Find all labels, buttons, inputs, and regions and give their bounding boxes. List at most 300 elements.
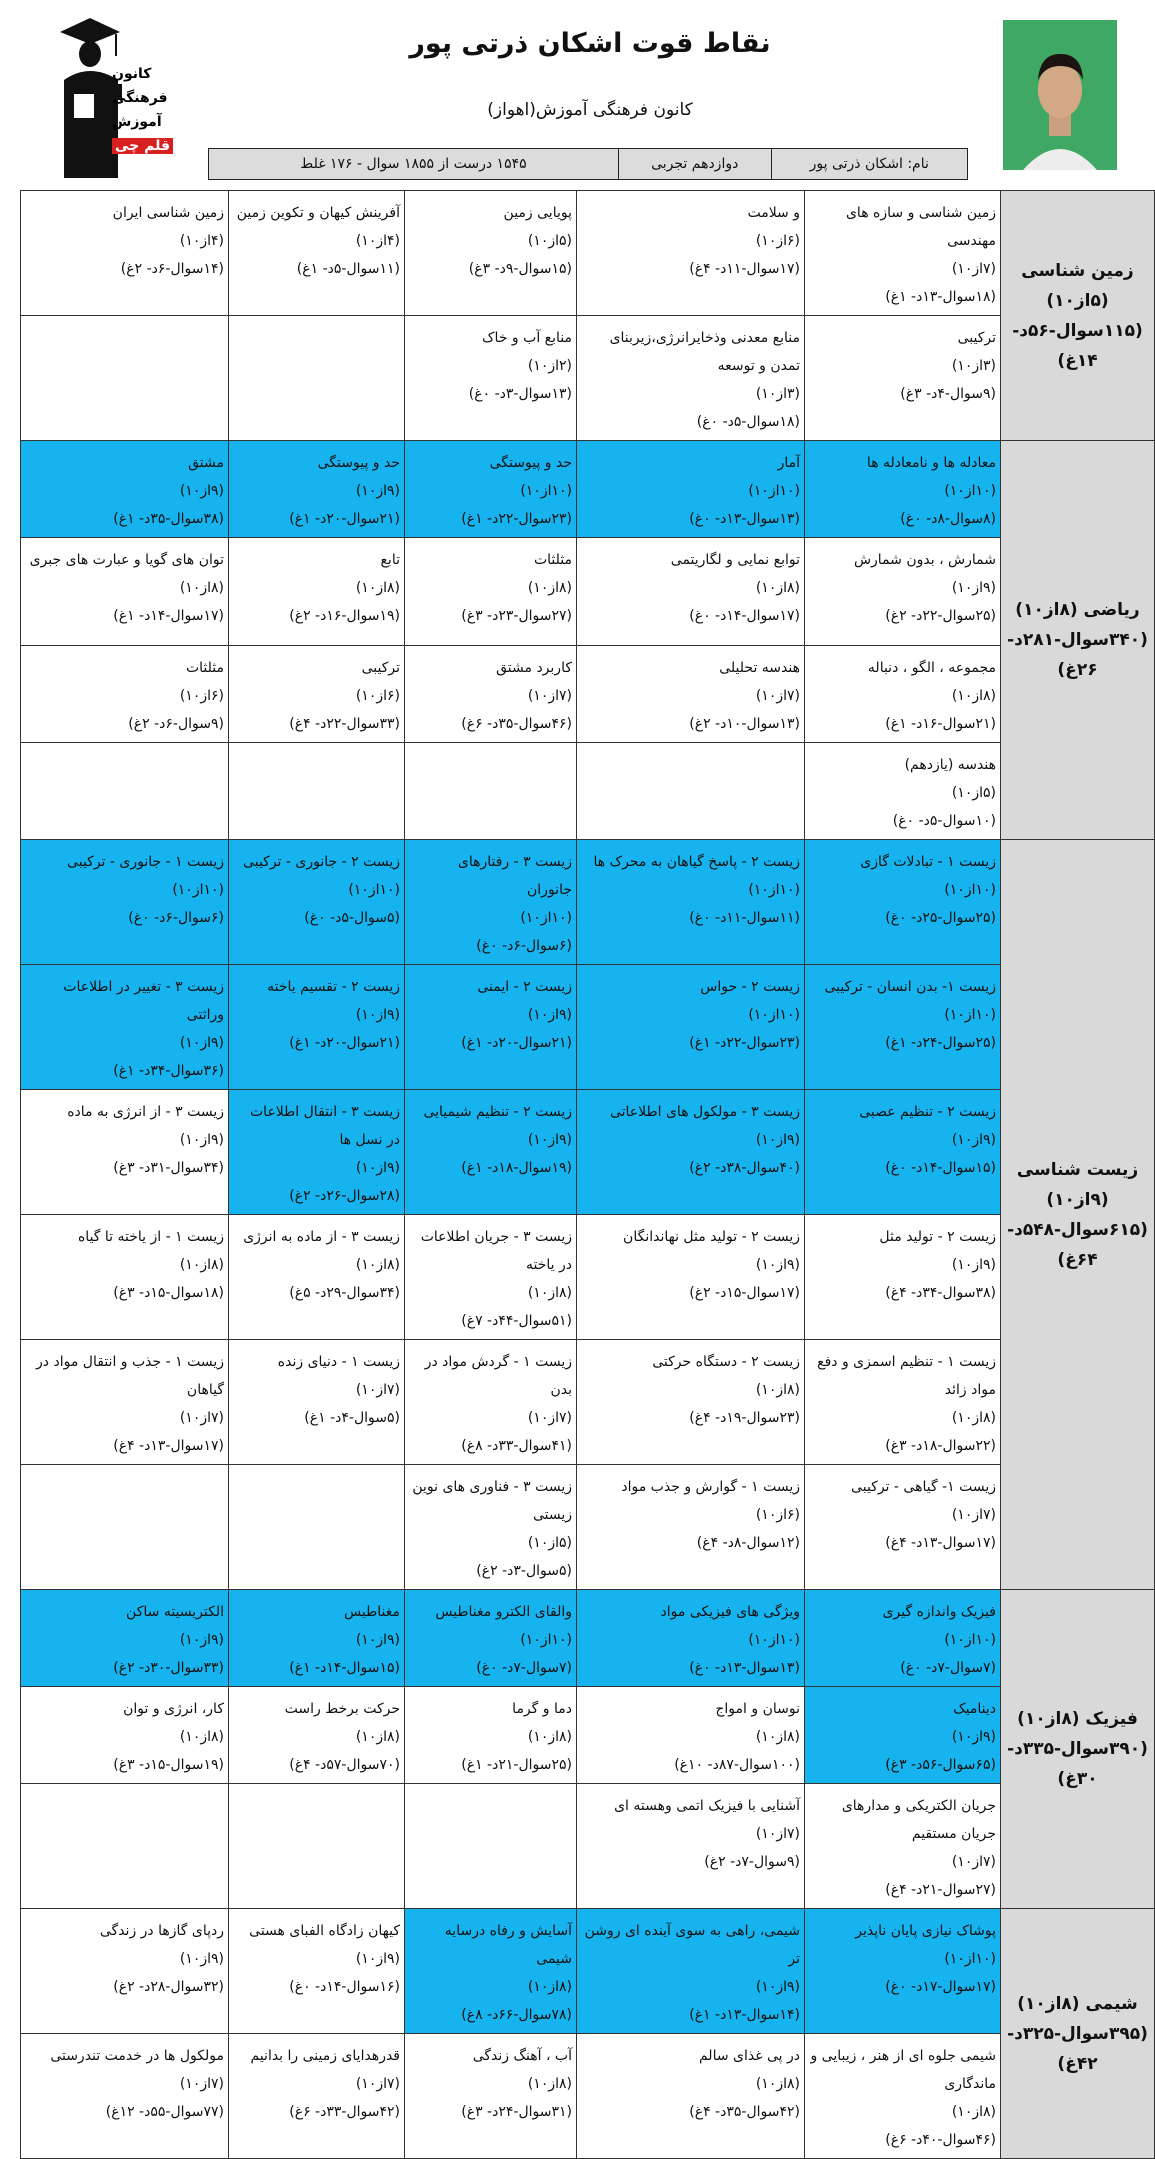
topic-stats: (۳۳سوال-۳۰د- ۲غ) (113, 1660, 224, 1676)
topic-stats: (۳۶سوال-۳۴د- ۱غ) (113, 1063, 224, 1079)
topic-name: پویایی زمین (503, 205, 572, 221)
topic-score: (۷از۱۰) (355, 1382, 400, 1398)
topic-stats: (۴۶سوال-۳۵د- ۶غ) (461, 716, 572, 732)
topic-score: (۹از۱۰) (527, 1132, 572, 1148)
topic-score: (۹از۱۰) (355, 1632, 400, 1648)
topic-name: مولکول ها در خدمت تندرستی (50, 2048, 224, 2064)
topic-entry (577, 1687, 804, 1783)
topic-entry (805, 316, 1000, 412)
topic-score: (۶از۱۰) (755, 233, 800, 249)
topic-entry (405, 1909, 576, 2033)
topic-cell (21, 538, 229, 646)
topic-cell (21, 441, 229, 538)
topic-name: ردپای گازها در زندگی (99, 1923, 224, 1939)
topic-score: (۹از۱۰) (951, 1132, 996, 1148)
topic-score: (۸از۱۰) (355, 580, 400, 596)
topic-score: (۱۰از۱۰) (944, 1007, 996, 1023)
topic-entry (805, 2034, 1000, 2158)
topic-cell (805, 2034, 1001, 2159)
topic-name: آمار (777, 455, 800, 471)
topic-stats: (۱۷سوال-۱۳د- ۴غ) (113, 1438, 224, 1454)
topic-name: کیهان زادگاه الفبای هستی (249, 1923, 400, 1939)
topic-score: (۸از۱۰) (951, 688, 996, 704)
logo (56, 10, 170, 180)
table-row (21, 1784, 1155, 1909)
topic-entry (229, 191, 404, 287)
topic-stats: (۹سوال-۶د- ۲غ) (128, 716, 224, 732)
topic-cell (21, 1909, 229, 2034)
topic-score: (۸از۱۰) (527, 1979, 572, 1995)
topic-entry (805, 1590, 1000, 1686)
topic-name: زیست ۲ - پاسخ گیاهان به محرک ها (593, 854, 800, 870)
topic-name: کار، انرژی و توان (123, 1701, 224, 1717)
topic-cell (805, 1090, 1001, 1215)
topic-stats: (۱۰۰سوال-۸۷د- ۱۰غ) (674, 1757, 800, 1773)
topic-score: (۸از۱۰) (527, 2076, 572, 2092)
topic-stats: (۱۴سوال-۱۳د- ۱غ) (689, 2007, 800, 2023)
student-info-bar (208, 148, 968, 180)
topic-cell (405, 1465, 577, 1590)
topic-score: (۳از۱۰) (951, 358, 996, 374)
topic-name: ویژگی های فیزیکی مواد (660, 1604, 800, 1620)
subject-cell: زمین شناسی (۵از۱۰) (۱۱۵سوال-۵۶د- ۱۴غ) (1001, 191, 1155, 441)
topic-stats: (۷سوال-۷د- ۰غ) (476, 1660, 572, 1676)
topic-name: زیست ۲ - تنظیم عصبی (859, 1104, 996, 1120)
topic-name: زیست ۱- بدن انسان - ترکیبی (824, 979, 996, 995)
topic-stats: (۴۰سوال-۳۸د- ۲غ) (689, 1160, 800, 1176)
topic-entry (805, 1465, 1000, 1561)
topic-stats: (۲۸سوال-۲۶د- ۲غ) (289, 1188, 400, 1204)
topic-name: فیزیک واندازه گیری (882, 1604, 996, 1620)
topic-score: (۶از۱۰) (355, 688, 400, 704)
topic-cell (229, 538, 405, 646)
topic-entry (229, 1590, 404, 1686)
table-row (21, 1909, 1155, 2034)
topic-score: (۳از۱۰) (755, 386, 800, 402)
topic-cell (405, 1909, 577, 2034)
topic-score: (۵از۱۰) (527, 233, 572, 249)
topic-score: (۱۰از۱۰) (172, 882, 224, 898)
topic-score: (۷از۱۰) (755, 688, 800, 704)
topic-stats: (۴۶سوال-۴۰د- ۶غ) (885, 2132, 996, 2148)
topic-name: هندسه (یازدهم) (904, 757, 996, 773)
topic-cell (229, 1590, 405, 1687)
topic-stats: (۷سوال-۷د- ۰غ) (900, 1660, 996, 1676)
topic-name: زیست ۱ - تبادلات گازی (860, 854, 996, 870)
table-row (21, 965, 1155, 1090)
topic-stats: (۷۰سوال-۵۷د- ۴غ) (289, 1757, 400, 1773)
topic-name: زیست ۳ - از انرژی به ماده (67, 1104, 224, 1120)
topic-entry (805, 538, 1000, 634)
topic-score: (۴از۱۰) (355, 233, 400, 249)
table-row (21, 191, 1155, 316)
topic-entry (577, 1465, 804, 1561)
topic-cell (229, 965, 405, 1090)
topic-name: زیست ۱ - گوارش و جذب مواد (621, 1479, 800, 1495)
topic-entry (405, 441, 576, 537)
topic-cell (405, 840, 577, 965)
subject-cell: شیمی (۸از۱۰) (۳۹۵سوال-۳۲۵د- ۴۲غ) (1001, 1909, 1155, 2159)
topic-cell (21, 1340, 229, 1465)
topic-cell (805, 191, 1001, 316)
topic-name: ترکیبی (361, 660, 400, 676)
topic-name: حد و پیوستگی (489, 455, 572, 471)
topic-stats: (۳۱سوال-۲۴د- ۳غ) (461, 2104, 572, 2120)
topic-entry (577, 1215, 804, 1311)
topic-entry (405, 1090, 576, 1186)
topic-stats: (۲۲سوال-۱۸د- ۳غ) (885, 1438, 996, 1454)
topic-cell (21, 743, 229, 840)
topic-score: (۹از۱۰) (951, 1257, 996, 1273)
topic-score: (۹از۱۰) (755, 1132, 800, 1148)
topic-entry (805, 646, 1000, 742)
topic-score: (۵از۱۰) (527, 1535, 572, 1551)
topic-score: (۹از۱۰) (179, 1132, 224, 1148)
topic-cell (577, 965, 805, 1090)
table-row (21, 840, 1155, 965)
topic-cell (21, 1687, 229, 1784)
topic-entry (21, 1340, 228, 1464)
topic-stats: (۱۷سوال-۱۴د- ۱غ) (113, 608, 224, 624)
topic-name: زیست ۱- گیاهی - ترکیبی (851, 1479, 996, 1495)
topic-name: آفرینش کیهان و تکوین زمین (236, 205, 400, 221)
topic-score: (۸از۱۰) (951, 1410, 996, 1426)
topic-score: (۱۰از۱۰) (944, 483, 996, 499)
topic-score: (۸از۱۰) (755, 1729, 800, 1745)
topic-cell (805, 840, 1001, 965)
topic-name: زیست ۱ - جذب و انتقال مواد در گیاهان (36, 1354, 224, 1398)
topic-score: (۹از۱۰) (355, 1007, 400, 1023)
topic-score: (۱۰از۱۰) (348, 882, 400, 898)
topic-name: مجموعه ، الگو ، دنباله (867, 660, 996, 676)
logo-line-4: قلم چی (112, 138, 173, 154)
topic-stats: (۶سوال-۶د- ۰غ) (128, 910, 224, 926)
topic-score: (۱۰از۱۰) (748, 882, 800, 898)
topic-stats: (۳۲سوال-۲۸د- ۲غ) (113, 1979, 224, 1995)
student-grade: دوازدهم تجربی (618, 149, 771, 179)
topic-name: در پی غذای سالم (698, 2048, 800, 2064)
topic-stats: (۱۹سوال-۱۵د- ۳غ) (113, 1757, 224, 1773)
topic-entry (229, 1909, 404, 2005)
subject-cell: زیست شناسی (۹از۱۰) (۶۱۵سوال-۵۴۸د- ۶۴غ) (1001, 840, 1155, 1590)
topic-stats: (۲۳سوال-۱۹د- ۴غ) (689, 1410, 800, 1426)
student-portrait-icon (1003, 20, 1117, 170)
subject-cell: فیزیک (۸از۱۰) (۳۹۰سوال-۳۳۵د- ۳۰غ) (1001, 1590, 1155, 1909)
topic-stats: (۱۲سوال-۸د- ۴غ) (696, 1535, 800, 1551)
topic-name: آسایش و رفاه درسایه شیمی (444, 1923, 572, 1967)
topic-cell (229, 316, 405, 441)
table-row (21, 646, 1155, 743)
topic-entry (805, 1340, 1000, 1464)
topic-cell (21, 646, 229, 743)
topic-name: زیست ۳ - از ماده به انرژی (243, 1229, 400, 1245)
topic-cell (805, 646, 1001, 743)
topic-score: (۸از۱۰) (527, 1729, 572, 1745)
topic-entry (21, 1909, 228, 2005)
topic-cell (405, 441, 577, 538)
topic-name: مشتق (188, 455, 224, 471)
topic-cell (229, 2034, 405, 2159)
topic-stats: (۵۱سوال-۴۴د- ۷غ) (461, 1313, 572, 1329)
topic-cell (229, 840, 405, 965)
topic-cell (577, 538, 805, 646)
topic-cell (229, 1215, 405, 1340)
topic-name: زیست ۱ - جانوری - ترکیبی (67, 854, 224, 870)
topic-name: منابع معدنی وذخایرانرژی،زیربنای تمدن و توسعه (609, 330, 800, 374)
topic-stats: (۳۳سوال-۲۲د- ۴غ) (289, 716, 400, 732)
topic-name: زمین شناسی و سازه های مهندسی (845, 205, 996, 249)
topic-entry (405, 1340, 576, 1464)
topic-name: زیست ۱ - از یاخته تا گیاه (77, 1229, 224, 1245)
topic-cell (229, 1340, 405, 1465)
topic-cell (229, 191, 405, 316)
topic-score: (۷از۱۰) (179, 1410, 224, 1426)
topic-score: (۹از۱۰) (179, 483, 224, 499)
topic-cell (229, 1784, 405, 1909)
topic-entry (805, 191, 1000, 315)
topic-entry (577, 1090, 804, 1186)
topic-cell (577, 1465, 805, 1590)
topic-cell (405, 646, 577, 743)
topic-cell (405, 1590, 577, 1687)
topic-name: والقای الکترو مغناطیس (435, 1604, 572, 1620)
topic-name: زیست ۱ - تنظیم اسمزی و دفع مواد زائد (817, 1354, 996, 1398)
topic-cell (405, 743, 577, 840)
topic-entry (405, 1215, 576, 1339)
topic-cell (805, 1590, 1001, 1687)
topic-cell (577, 1784, 805, 1909)
table-row (21, 441, 1155, 538)
topic-entry (405, 316, 576, 412)
topic-name: زیست ۳ - جریان اطلاعات در یاخته (420, 1229, 572, 1273)
topic-name: زیست ۱ - گردش مواد در بدن (424, 1354, 572, 1398)
topic-name: معادله ها و نامعادله ها (866, 455, 996, 471)
topic-score: (۱۰از۱۰) (944, 1951, 996, 1967)
topic-score: (۹از۱۰) (355, 1160, 400, 1176)
topic-entry (805, 840, 1000, 936)
topic-cell (21, 1590, 229, 1687)
topic-stats: (۲۵سوال-۲۲د- ۲غ) (885, 608, 996, 624)
topic-stats: (۲۳سوال-۲۲د- ۱غ) (461, 511, 572, 527)
topic-name: شیمی، راهی به سوی آینده ای روشن تر (584, 1923, 800, 1967)
topic-name: زیست ۲ - حواس (700, 979, 800, 995)
topic-cell (405, 2034, 577, 2159)
topic-entry (577, 1340, 804, 1436)
topic-entry (229, 538, 404, 634)
topic-entry (577, 1784, 804, 1880)
topic-entry (229, 1340, 404, 1436)
topic-entry (577, 1590, 804, 1686)
topic-score: (۱۰از۱۰) (748, 1632, 800, 1648)
topic-name: زیست ۲ - دستگاه حرکتی (652, 1354, 800, 1370)
student-name: نام: اشکان ذرتی پور (771, 149, 967, 179)
topic-stats: (۸سوال-۸د- ۰غ) (900, 511, 996, 527)
topic-stats: (۲۷سوال-۲۳د- ۳غ) (461, 608, 572, 624)
topic-name: دینامیک (953, 1701, 996, 1717)
topic-entry (405, 538, 576, 634)
topic-entry (577, 646, 804, 742)
topic-entry (405, 191, 576, 287)
topic-cell (577, 1687, 805, 1784)
topic-stats: (۷۸سوال-۶۶د- ۸غ) (461, 2007, 572, 2023)
topic-name: زمین شناسی ایران (112, 205, 224, 221)
topic-name: کاربرد مشتق (496, 660, 572, 676)
topic-name: زیست ۲ - ایمنی (477, 979, 572, 995)
topic-score: (۸از۱۰) (179, 580, 224, 596)
topic-stats: (۹سوال-۷د- ۲غ) (704, 1854, 800, 1870)
subject-cell: ریاضی (۸از۱۰) (۳۴۰سوال-۲۸۱د- ۲۶غ) (1001, 441, 1155, 840)
topic-cell (805, 1340, 1001, 1465)
topic-name: حرکت برخط راست (284, 1701, 400, 1717)
topic-stats: (۲۷سوال-۲۱د- ۴غ) (885, 1882, 996, 1898)
topic-stats: (۲۳سوال-۲۲د- ۱غ) (689, 1035, 800, 1051)
logo-line-2: فرهنگی (112, 90, 168, 106)
topic-name: شیمی جلوه ای از هنر ، زیبایی و ماندگاری (810, 2048, 996, 2092)
table-row (21, 1687, 1155, 1784)
topic-score: (۷از۱۰) (951, 261, 996, 277)
topic-stats: (۶سوال-۶د- ۰غ) (476, 938, 572, 954)
topic-entry (21, 1090, 228, 1186)
topic-entry (405, 1465, 576, 1589)
topic-name: زیست ۲ - تنظیم شیمیایی (423, 1104, 572, 1120)
topic-name: حد و پیوستگی (317, 455, 400, 471)
topic-name: الکتریسیته ساکن (126, 1604, 224, 1620)
topic-stats: (۱۰سوال-۵د- ۰غ) (892, 813, 996, 829)
topic-entry (405, 1687, 576, 1783)
topic-score: (۹از۱۰) (951, 580, 996, 596)
topic-score: (۱۰از۱۰) (944, 1632, 996, 1648)
topic-cell (405, 965, 577, 1090)
topic-stats: (۱۳سوال-۱۳د- ۰غ) (689, 1660, 800, 1676)
topic-entry (805, 743, 1000, 839)
topic-stats: (۱۱سوال-۵د- ۱غ) (296, 261, 400, 277)
answers-summary: ۱۵۴۵ درست از ۱۸۵۵ سوال - ۱۷۶ غلط (300, 156, 527, 172)
topic-name: زیست ۳ - مولکول های اطلاعاتی (609, 1104, 800, 1120)
topic-cell (577, 840, 805, 965)
topic-entry (229, 2034, 404, 2130)
topic-stats: (۱۸سوال-۱۵د- ۳غ) (113, 1285, 224, 1301)
topic-name: زیست ۳ - رفتارهای جانوران (457, 854, 572, 898)
topic-entry (229, 646, 404, 742)
topic-cell (229, 646, 405, 743)
topic-name: منابع آب و خاک (482, 330, 572, 346)
topic-cell (21, 1465, 229, 1590)
topic-stats: (۱۳سوال-۳د- ۰غ) (468, 386, 572, 402)
topic-cell (577, 1909, 805, 2034)
topic-stats: (۳۴سوال-۳۱د- ۳غ) (113, 1160, 224, 1176)
topic-score: (۹از۱۰) (179, 1632, 224, 1648)
topic-stats: (۲۵سوال-۲۱د- ۱غ) (461, 1757, 572, 1773)
topic-entry (577, 1909, 804, 2033)
topic-stats: (۶۵سوال-۵۶د- ۳غ) (885, 1757, 996, 1773)
topic-score: (۶از۱۰) (755, 1507, 800, 1523)
topic-cell (577, 316, 805, 441)
topic-score: (۵از۱۰) (951, 785, 996, 801)
topic-stats: (۴۲سوال-۳۳د- ۶غ) (289, 2104, 400, 2120)
topic-name: پوشاک نیازی پایان ناپذیر (855, 1923, 996, 1939)
topic-entry (229, 965, 404, 1061)
topic-entry (21, 965, 228, 1089)
table-row (21, 1590, 1155, 1687)
topic-cell (577, 2034, 805, 2159)
topic-entry (805, 965, 1000, 1061)
topic-stats: (۲۱سوال-۲۰د- ۱غ) (289, 511, 400, 527)
topic-cell (229, 1687, 405, 1784)
topic-stats: (۱۸سوال-۱۳د- ۱غ) (885, 289, 996, 305)
topic-name: شمارش ، بدون شمارش (853, 552, 996, 568)
topic-cell (405, 1215, 577, 1340)
topic-stats: (۵سوال-۴د- ۱غ) (304, 1410, 400, 1426)
topic-cell (805, 1215, 1001, 1340)
topic-entry (21, 1590, 228, 1686)
topic-cell (229, 743, 405, 840)
topic-name: زیست ۱ - دنیای زنده (277, 1354, 400, 1370)
topic-name: زیست ۲ - تولید مثل نهاندانگان (623, 1229, 800, 1245)
topic-score: (۸از۱۰) (527, 1285, 572, 1301)
topic-cell (577, 1590, 805, 1687)
topic-name: مغناطیس (344, 1604, 400, 1620)
topic-stats: (۱۹سوال-۱۶د- ۲غ) (289, 608, 400, 624)
student-photo (1003, 20, 1117, 170)
topic-name: مثلثات (185, 660, 224, 676)
topic-score: (۹از۱۰) (355, 1951, 400, 1967)
topic-score: (۸از۱۰) (179, 1729, 224, 1745)
topic-entry (577, 2034, 804, 2130)
topic-entry (405, 2034, 576, 2130)
report-header (0, 0, 1155, 188)
topic-entry (805, 1215, 1000, 1311)
topic-cell (405, 1090, 577, 1215)
topic-entry (21, 1687, 228, 1783)
table-row (21, 316, 1155, 441)
topic-score: (۷از۱۰) (755, 1826, 800, 1842)
topic-name: زیست ۲ - جانوری - ترکیبی (243, 854, 400, 870)
topic-entry (577, 191, 804, 287)
topic-cell (805, 1909, 1001, 2034)
topic-name: توان های گویا و عبارت های جبری (29, 552, 224, 568)
topic-stats: (۱۱سوال-۱۱د- ۰غ) (689, 910, 800, 926)
topic-score: (۷از۱۰) (527, 1410, 572, 1426)
topic-entry (229, 441, 404, 537)
topic-entry (805, 1687, 1000, 1783)
topic-cell (577, 1090, 805, 1215)
topic-name: تابع (380, 552, 400, 568)
topic-entry (21, 441, 228, 537)
topic-cell (21, 191, 229, 316)
topic-name: زیست ۲ - تولید مثل (879, 1229, 996, 1245)
topic-entry (577, 965, 804, 1061)
topic-stats: (۹سوال-۴د- ۳غ) (900, 386, 996, 402)
topic-score: (۸از۱۰) (755, 2076, 800, 2092)
topic-name: زیست ۲ - تقسیم یاخته (267, 979, 400, 995)
topic-cell (21, 1090, 229, 1215)
topic-score: (۱۰از۱۰) (520, 910, 572, 926)
topic-entry (21, 2034, 228, 2130)
topic-name: توابع نمایی و لگاریتمی (670, 552, 800, 568)
topic-entry (405, 965, 576, 1061)
topic-stats: (۴۱سوال-۳۳د- ۸غ) (461, 1438, 572, 1454)
topic-cell (805, 441, 1001, 538)
topic-entry (577, 441, 804, 537)
topic-stats: (۱۷سوال-۱۷د- ۰غ) (885, 1979, 996, 1995)
topic-entry (229, 1090, 404, 1214)
topic-score: (۹از۱۰) (951, 1729, 996, 1745)
topic-stats: (۱۵سوال-۱۴د- ۰غ) (885, 1160, 996, 1176)
table-row (21, 1090, 1155, 1215)
topic-entry (21, 840, 228, 936)
topic-cell (21, 316, 229, 441)
topic-score: (۸از۱۰) (179, 1257, 224, 1273)
